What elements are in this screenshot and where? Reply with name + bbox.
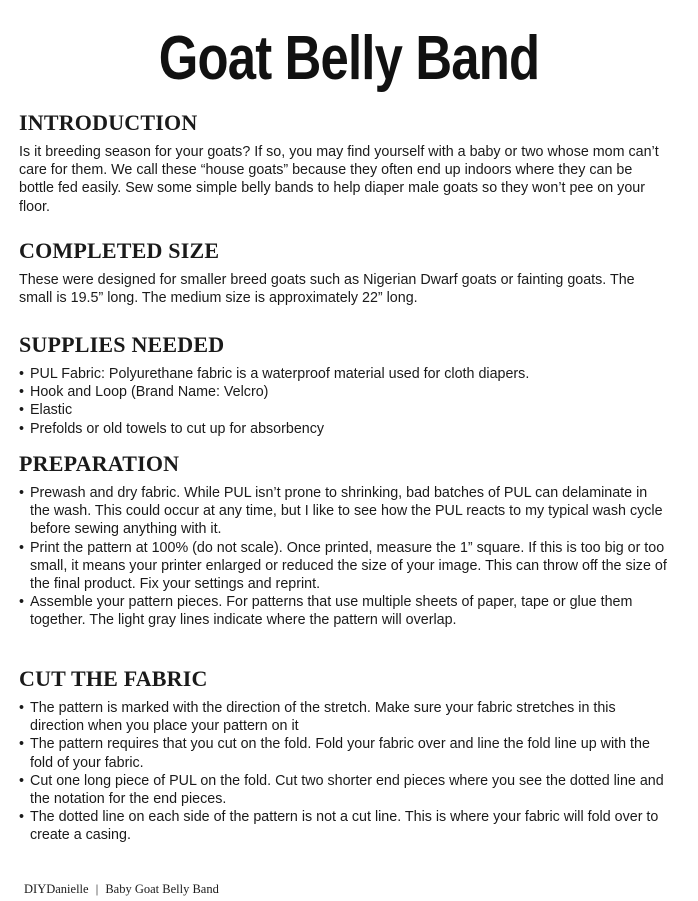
supplies-heading: SUPPLIES NEEDED [19,332,225,357]
preparation-heading: PREPARATION [19,451,180,476]
cut-fabric-list [19,699,669,845]
list-item: • Prefolds or old towels to cut up for absorbency [19,420,325,437]
list-item: • Cut one long piece of PUL on the fold. Cut two shorter end pieces where you see the dotted line and the notation for the end pieces. [19,772,664,808]
list-item: • Prewash and dry fabric. While PUL isn’t prone to shrinking, bad batches of PUL can delaminate in the wash. This could occur at any time, but I like to see how the PUL reacts to my typical wash cycle before sewing anything with it. [19,485,663,538]
footer-separator: | [95,882,99,896]
list-item: • Print the pattern at 100% (do not scale). Once printed, measure the 1” square. If this is too big or too small, it means your printer enlarged or reduced the size of your image. This can throw off the size of the final product. Fix your settings and reprint. [19,539,667,593]
list-item: • The dotted line on each side of the pattern is not a cut line. This is where your fabric will fold over to create a casing. [19,809,659,844]
introduction-heading: INTRODUCTION [19,110,198,135]
cut-fabric-heading: CUT THE FABRIC [19,666,208,691]
supplies-section [19,332,669,438]
completed-size-section [19,238,669,307]
introduction-section [19,110,669,216]
footer-brand: DIYDanielle [24,882,89,896]
footer-subtitle: Baby Goat Belly Band [105,882,219,896]
list-item: • PUL Fabric: Polyurethane fabric is a waterproof material used for cloth diapers. [19,366,530,382]
page-title: Goat Belly Band [158,24,540,93]
list-item: • Hook and Loop (Brand Name: Velcro) [19,384,269,401]
completed-size-heading: COMPLETED SIZE [19,238,220,263]
preparation-list [19,484,669,630]
supplies-list [19,365,669,438]
introduction-text: Is it breeding season for your goats? If so, you may find yourself with a baby or two whose mom can’t care for them. We call these “house goats” because they often end up indoors where they can be bottle fed easily. Sew some simple belly bands to help diaper male goats so they won’t pee on your floor. [19,144,659,215]
list-item: • The pattern requires that you cut on the fold. Fold your fabric over and line the fold line up with the fold of your fabric. [19,736,650,771]
list-item: • The pattern is marked with the direction of the stretch. Make sure your fabric stretches in this direction when you place your pattern on it [19,700,616,735]
list-item: • Assemble your pattern pieces. For patterns that use multiple sheets of paper, tape or glue them together. The light gray lines indicate where the pattern will overlap. [19,594,633,629]
page-footer [24,881,219,897]
completed-size-text: These were designed for smaller breed goats such as Nigerian Dwarf goats or fainting goats. The small is 19.5” long. The medium size is approximately 22” long. [19,272,635,307]
cut-fabric-section [19,666,669,845]
preparation-section [19,451,669,630]
list-item: • Elastic [19,402,73,419]
